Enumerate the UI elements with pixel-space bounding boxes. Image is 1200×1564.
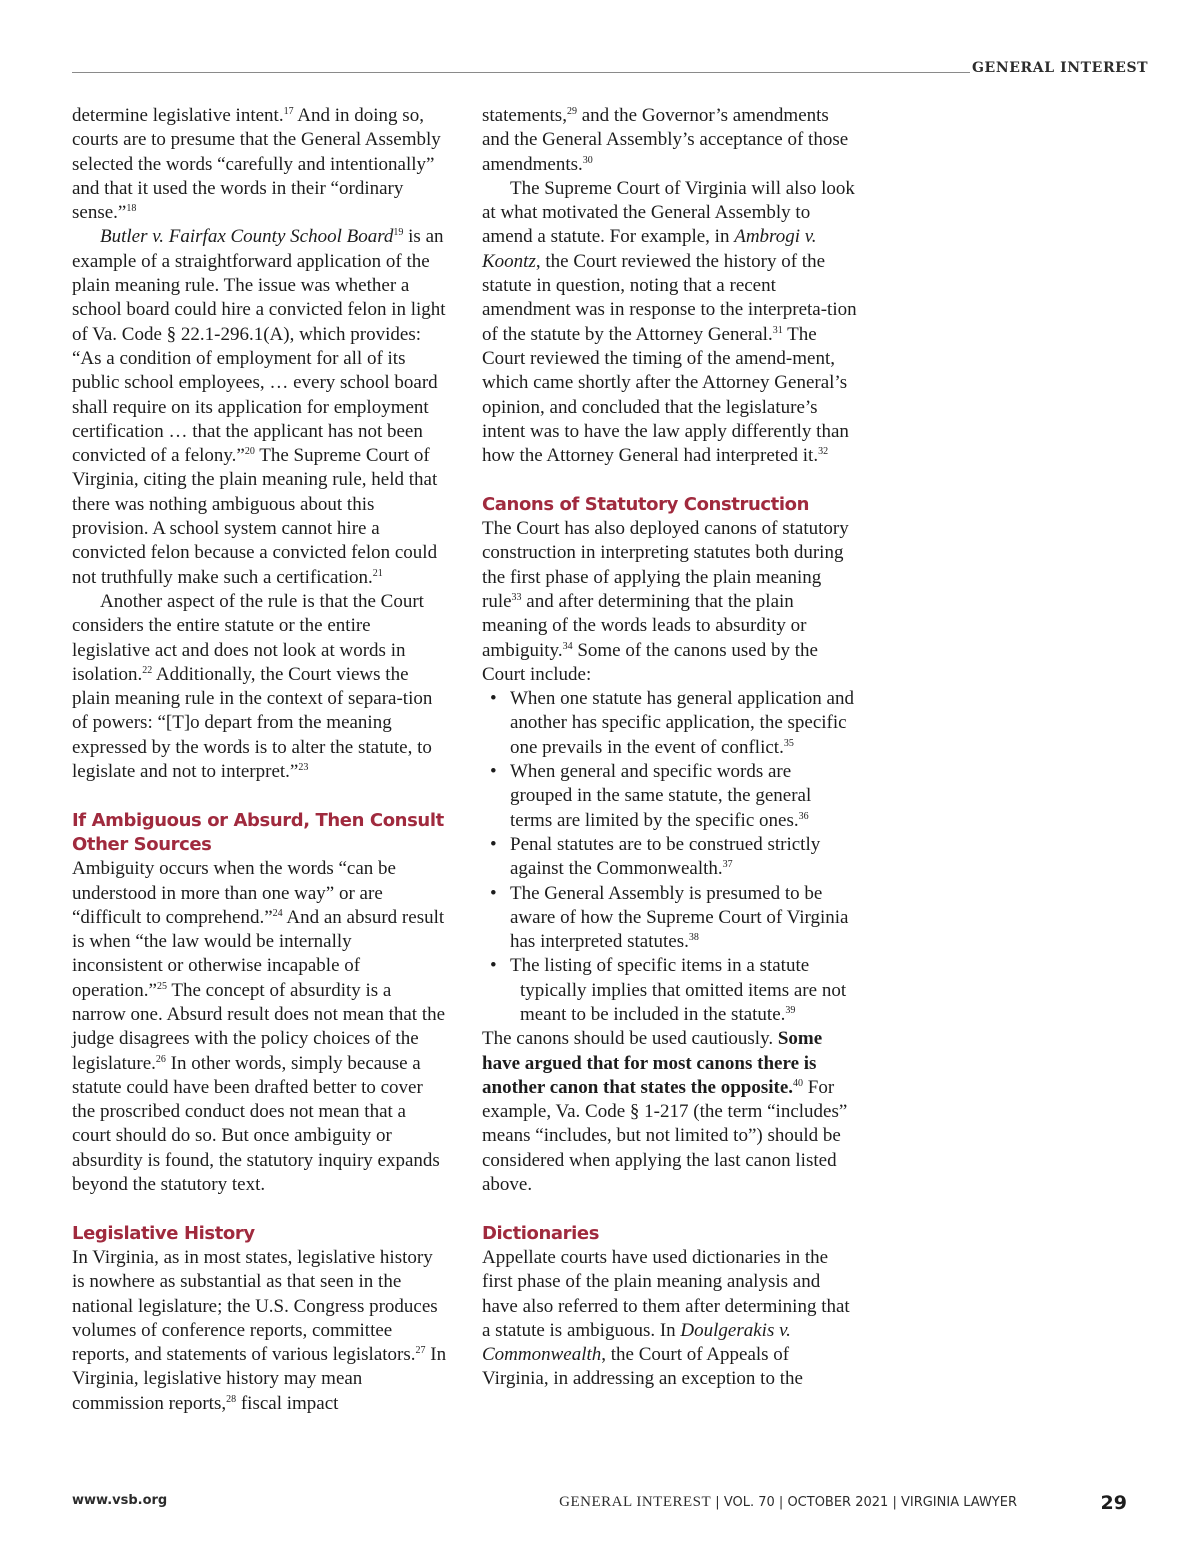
footnote-ref[interactable]: 36: [798, 810, 809, 822]
footnote-ref[interactable]: 25: [156, 980, 167, 992]
footnote-ref[interactable]: 19: [393, 227, 404, 239]
paragraph: In Virginia, as in most states, legislative history is nowhere as substantial as that seen in the national legislature; the U.S. Congress produces volumes of conference reports, committee reports, and statements of various legislators.$^{27}$ In Virginia, legislative history may mean commission reports,$^{28}$ fiscal impact: [72, 1246, 447, 1414]
canons-list: [482, 687, 857, 1027]
paragraph: determine legislative intent.$^{17}$ And in doing so, courts are to presume that the General Assembly selected the words “carefully and intentionally” and that it used the words in their “ordinary sense.”$^{18}$: [72, 105, 441, 224]
header-rule: [72, 72, 970, 73]
list-item: • When general and specific words are grouped in the same statute, the general terms are limited by the specific ones.$^{36}$: [510, 760, 857, 833]
paragraph: statements,$^{29}$ and the Governor’s amendments and the General Assembly’s acceptance of those amendments.$^{30}$: [482, 105, 849, 175]
footnote-ref[interactable]: 18: [126, 203, 137, 215]
subheading-canons: Canons of Statutory Construction: [482, 493, 810, 515]
footnote-ref[interactable]: 38: [688, 932, 699, 944]
footnote-ref[interactable]: 34: [562, 640, 573, 652]
footer-section: GENERAL INTEREST: [559, 1494, 712, 1510]
paragraph: Another aspect of the rule is that the Court considers the entire statute or the entire legislative act and does not look at words in isolation.$^{22}$ Additionally, the Court views the plain meaning rule in the context of separa-tion of powers: “[T]o depart from the meaning expressed by the words is to alter the statute, to legislate and not to interpret.”$^{23}$: [72, 590, 433, 783]
footer-magazine: VIRGINIA LAWYER: [900, 1495, 1017, 1510]
footnote-ref[interactable]: 31: [772, 324, 783, 336]
footnote-ref[interactable]: 35: [783, 737, 794, 749]
bold-statement: Some have argued that for most canons there is another canon that states the opposite.: [482, 1028, 823, 1098]
subheading-legislative-history: Legislative History: [72, 1222, 255, 1244]
paragraph: The canons should be used cautiously. Some have argued that for most canons there is another canon that states the opposite.$^{40}$ For example, Va. Code § 1-217 (the term “includes” means “includes, but not limited to”) should be considered when applying the last canon listed above.: [482, 1028, 848, 1196]
footnote-ref[interactable]: 23: [298, 762, 309, 774]
subheading-dictionaries: Dictionaries: [482, 1222, 600, 1244]
paragraph: Butler v. Fairfax County School Board$^{19}$ is an example of a straightforward application of the plain meaning rule. The issue was whether a school board could hire a convicted felon in light of Va. Code § 22.1-296.1(A), which provides: “As a condition of employment for all of its public school employees, … every school board shall require on its application for employment certification … that the applicant has not been convicted of a felony.”$^{20}$ The Supreme Court of Virginia, citing the plain meaning rule, held that there was nothing ambiguous about this provision. A school system cannot hire a convicted felon because a convicted felon could not truthfully make such a certification.$^{21}$: [72, 226, 446, 588]
footer-website-link[interactable]: www.vsb.org: [72, 1493, 168, 1508]
list-item: • The listing of specific items in a statute typically implies that omitted items are not meant to be included in the statute.$^{39}$: [510, 954, 857, 1027]
footnote-ref[interactable]: 30: [582, 154, 593, 166]
footnote-ref[interactable]: 32: [818, 446, 829, 458]
right-column: [482, 104, 857, 1392]
left-column: [72, 104, 447, 1416]
case-name: Butler v. Fairfax County School Board: [100, 226, 394, 248]
footnote-ref[interactable]: 40: [793, 1077, 804, 1089]
footnote-ref[interactable]: 24: [272, 907, 283, 919]
footnote-ref[interactable]: 26: [155, 1053, 166, 1065]
footer-separator: |: [888, 1495, 901, 1510]
footer-volume: VOL. 70: [723, 1495, 775, 1510]
paragraph: Ambiguity occurs when the words “can be understood in more than one way” or are “difficult to comprehend.”$^{24}$ And an absurd result is when “the law would be internally inconsistent or otherwise incapable of operation.”$^{25}$ The concept of absurdity is a narrow one. Absurd result does not mean that the judge disagrees with the policy choices of the legislature.$^{26}$ In other words, simply because a statute could have been drafted better to cover the proscribed conduct does not mean that a court should do so. But once ambiguity or absurdity is found, the statutory inquiry expands beyond the statutory text.: [72, 858, 446, 1196]
footer-issue-info: [559, 1494, 1017, 1511]
case-name: Doulgerakis v. Commonwealth: [482, 1319, 791, 1366]
case-name: Ambrogi v. Koontz: [482, 226, 817, 272]
page-number: 29: [1100, 1492, 1127, 1514]
paragraph: The Court has also deployed canons of statutory construction in interpreting statutes both during the first phase of applying the plain meaning rule$^{33}$ and after determining that the plain meaning of the words leads to absurdity or ambiguity.$^{34}$ Some of the canons used by the Court include:: [482, 518, 849, 685]
footnote-ref[interactable]: 22: [142, 664, 153, 676]
footnote-ref[interactable]: 33: [511, 591, 522, 603]
footnote-ref[interactable]: 21: [372, 567, 383, 579]
footnote-ref[interactable]: 37: [722, 859, 733, 871]
footnote-ref[interactable]: 29: [566, 106, 577, 117]
list-item: • The General Assembly is presumed to be aware of how the Supreme Court of Virginia has interpreted statutes.$^{38}$: [510, 882, 857, 955]
footer-separator: |: [774, 1495, 788, 1510]
list-item: • Penal statutes are to be construed strictly against the Commonwealth.$^{37}$: [510, 833, 857, 882]
list-item: • When one statute has general application and another has specific application, the specific one prevails in the event of conflict.$^{35}$: [510, 687, 857, 760]
paragraph: Appellate courts have used dictionaries in the first phase of the plain meaning analysis and have also referred to them after determining that a statute is ambiguous. In Doulgerakis v. Commonwealth, the Court of Appeals of Virginia, in addressing an exception to the: [482, 1246, 850, 1390]
footnote-ref[interactable]: 27: [415, 1345, 426, 1357]
footer-separator: |: [711, 1495, 724, 1510]
footnote-ref[interactable]: 17: [283, 106, 294, 117]
footnote-ref[interactable]: 28: [226, 1393, 237, 1405]
footnote-ref[interactable]: 20: [244, 446, 255, 458]
subheading-ambiguous-absurd: If Ambiguous or Absurd, Then Consult Other Sources: [72, 809, 444, 855]
footnote-ref[interactable]: 39: [785, 1004, 796, 1016]
footer-date: OCTOBER 2021: [787, 1495, 889, 1510]
section-header: GENERAL INTEREST: [972, 60, 1149, 76]
paragraph: The Supreme Court of Virginia will also look at what motivated the General Assembly to amend a statute. For example, in Ambrogi v. Koontz, the Court reviewed the history of the statute in question, noting that a recent amendment was in response to the interpreta-tion of the statute by the Attorney General.$^{31}$ The Court reviewed the timing of the amend-ment, which came shortly after the Attorney General’s opinion, and concluded that the legislature’s intent was to have the law apply differently than how the Attorney General had interpreted it.$^{32}$: [482, 177, 857, 467]
